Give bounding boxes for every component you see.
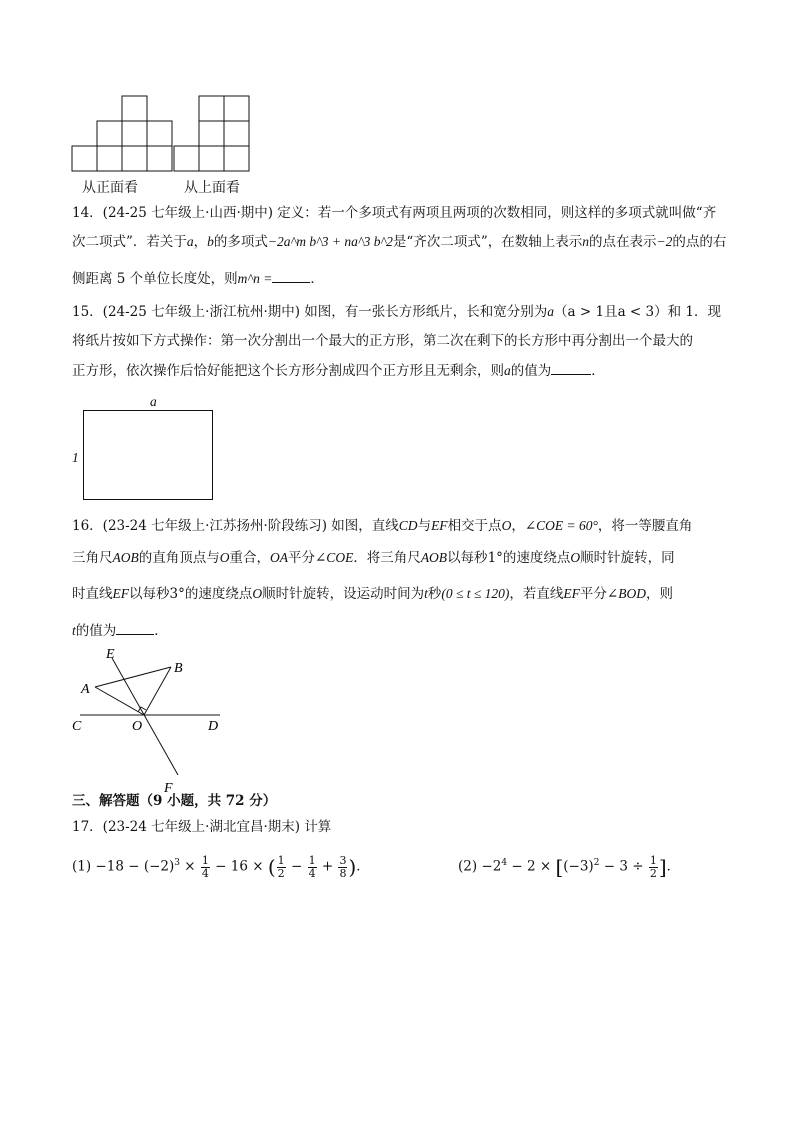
q15-line3: 正方形，依次操作后恰好能把这个长方形分割成四个正方形且无剩余，则a的值为 ． <box>72 360 605 381</box>
q14-line1: 14．(24-25 七年级上·山西·期中) 定义：若一个多项式有两项且两项的次数相同，则这样的多项式就叫做“齐 <box>72 205 717 221</box>
q14-polynomial: −2a^m b^3 + na^3 b^2 <box>267 234 393 249</box>
rect-label-1: 1 <box>72 450 79 465</box>
q16-line4: t的值为 ． <box>72 620 168 641</box>
label-f: F <box>164 781 173 796</box>
label-o: O <box>132 719 143 734</box>
label-e: E <box>106 647 115 662</box>
q16-line1: 16．(23-24 七年级上·江苏扬州·阶段练习) 如图，直线CD与EF相交于点O，∠COE = 60°，将一等腰直角 <box>72 518 693 534</box>
section-3-title: 三、解答题（9 小题，共 72 分） <box>72 793 277 809</box>
q15-line1: 15．(24-25 七年级上·浙江杭州·期中) 如图，有一张长方形纸片，长和宽分别为a（a > 1且a < 3）和 1．现 <box>72 304 722 320</box>
angle-figure <box>68 640 238 796</box>
paper-rectangle <box>83 410 213 500</box>
top-view-label: 从上面看 <box>184 180 240 196</box>
label-a: A <box>81 682 90 697</box>
label-b: B <box>174 661 183 676</box>
q14-line2: 次二项式”．若关于a，b的多项式−2a^m b^3 + na^3 b^2是“齐次二项式”，在数轴上表示n的点在表示−2的点的右 <box>72 234 727 250</box>
answer-blank <box>272 268 310 283</box>
segment-ob <box>144 667 171 715</box>
line-ef <box>112 658 178 775</box>
label-c: C <box>72 719 82 734</box>
q14-line3: 侧距离 5 个单位长度处，则m^n = ． <box>72 268 324 289</box>
q16-line2: 三角尺AOB的直角顶点与O重合，OA平分∠COE．将三角尺AOB以每秒1°的速度绕点O顺时针旋转，同 <box>72 550 675 566</box>
answer-blank <box>116 620 154 635</box>
views-figure <box>70 92 260 172</box>
top-view <box>174 96 249 171</box>
q17-line1: 17．(23-24 七年级上·湖北宜昌·期末) 计算 <box>72 819 332 835</box>
q16-line3: 时直线EF以每秒3°的速度绕点O顺时针旋转，设运动时间为t秒(0 ≤ t ≤ 120)，若直线EF平分∠BOD，则 <box>72 586 673 602</box>
rect-label-a: a <box>150 394 157 409</box>
front-view <box>72 96 172 171</box>
q17-part1: $(1) -18 - (-2)^3$ × $\frac{1}{4}$ − 16 × ( $\frac{1}{2}$ − $\frac{1}{4}$ + $\frac{3}{8}$ )． <box>72 853 370 880</box>
answer-blank <box>551 360 591 375</box>
front-view-label: 从正面看 <box>82 180 138 196</box>
segment-ab <box>95 667 171 687</box>
label-d: D <box>208 719 219 734</box>
q15-line2: 将纸片按如下方式操作：第一次分割出一个最大的正方形，第二次在剩下的长方形中再分割出一个最大的 <box>72 333 693 349</box>
q17-part2: $(2) -2^4 - 2 \times [(-3)^2 - 3$ ÷ $\frac{1}{2}$ ]． <box>458 853 681 880</box>
